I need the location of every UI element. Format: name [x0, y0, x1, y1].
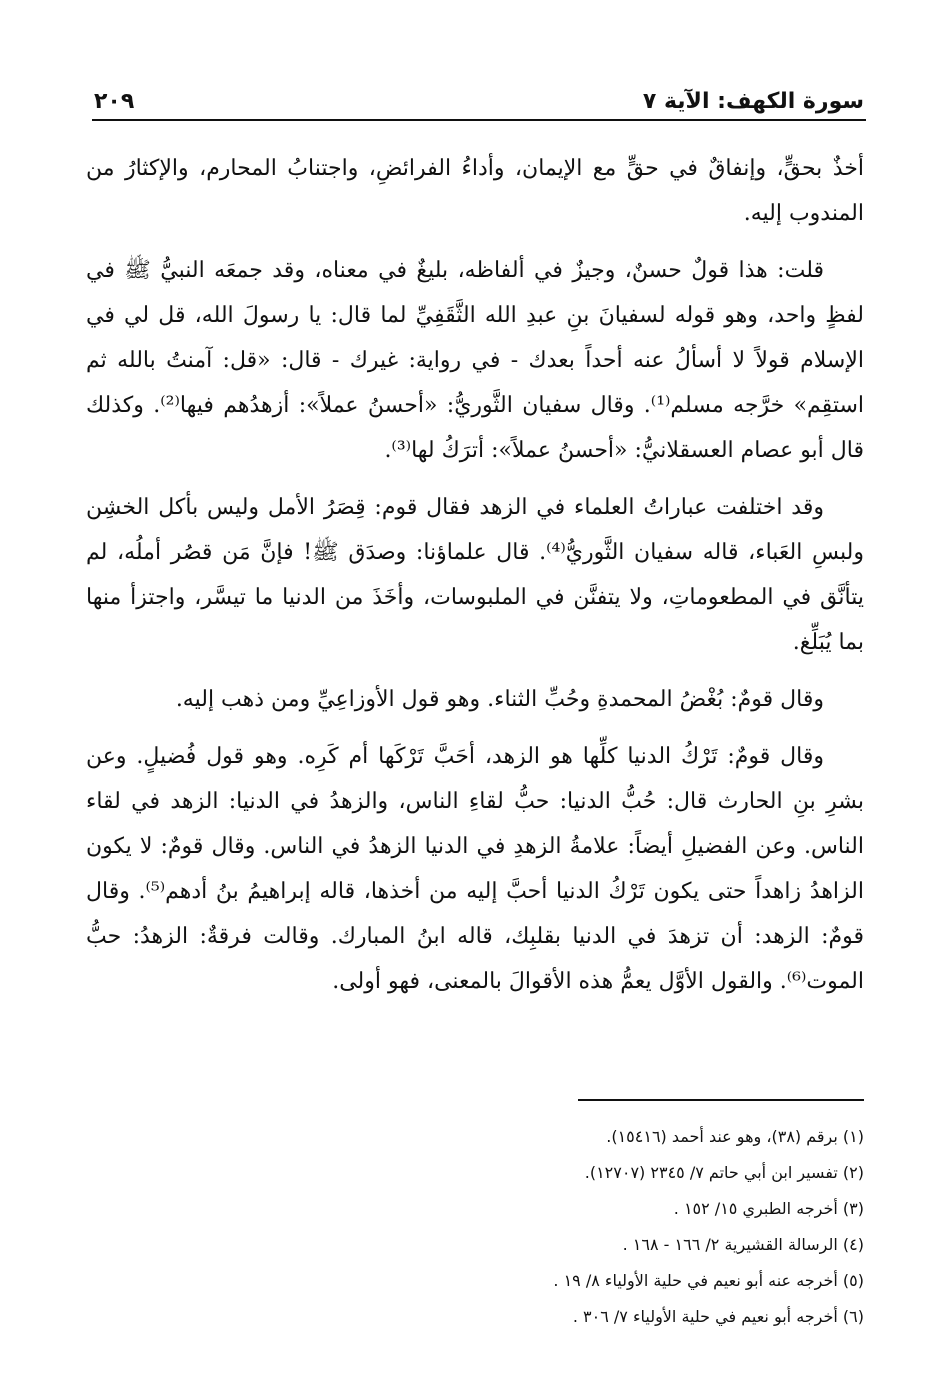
- page-number: ٢٠٩: [94, 89, 135, 114]
- footnotes: [90, 1119, 864, 1335]
- footnote-1: (١) برقم (٣٨)، وهو عند أحمد (١٥٤١٦).: [606, 1127, 864, 1146]
- footnote-rule: [578, 1099, 864, 1101]
- paragraph-2: قلت: هذا قولٌ حسنٌ، وجيزٌ في ألفاظه، بليغٌ في معناه، وقد جمعَه النبيُّ ﷺ في لفظٍ واحد، وهو قوله لسفيانَ بنِ عبدِ الله الثَّقَفِيِّ لما قال: يا رسولَ الله، قل لي في الإسلام قولاً لا أسألُ عنه أحداً بعدك - في رواية: غيرك - قال: «قل: آمنتُ بالله ثم استقِم» خرَّجه مسلم⁽¹⁾. وقال سفيان الثَّوريُّ: «أحسنُ عملاً»: أزهدُهم فيها⁽²⁾. وكذلك قال أبو عصام العسقلانيُّ: «أحسنُ عملاً»: أترَكُ لها⁽³⁾.: [86, 258, 864, 463]
- page-header: [94, 74, 864, 114]
- paragraph-4: وقال قومٌ: بُغْضُ المحمدةِ وحُبِّ الثناء. وهو قول الأوزاعِيِّ ومن ذهب إليه.: [175, 687, 824, 712]
- paragraph-1: أخذٌ بحقٍّ، وإنفاقٌ في حقٍّ مع الإيمان، وأداءُ الفرائضِ، واجتنابُ المحارم، والإكثارُ من المندوب إليه.: [86, 156, 864, 226]
- footnote-3: (٣) أخرجه الطبري ١٥/ ١٥٢ .: [673, 1199, 864, 1218]
- footnote-5: (٥) أخرجه عنه أبو نعيم في حلية الأولياء ٨/ ١٩ .: [553, 1271, 864, 1290]
- paragraph-5: وقال قومٌ: تَرْكُ الدنيا كلِّها هو الزهد، أحَبَّ تَرْكَها أم كَرِه. وهو قول فُضيلٍ. وعن بشرِ بنِ الحارث قال: حُبُّ الدنيا: حبُّ لقاءِ الناس، والزهدُ في الدنيا: الزهد في لقاء الناس. وعن الفضيلِ أيضاً: علامةُ الزهدِ في الدنيا الزهدُ في الناس. وقال قومٌ: لا يكون الزاهدُ زاهداً حتى يكون تَرْكُ الدنيا أحبَّ إليه من أخذها، قاله إبراهيمُ بنُ أدهم⁽⁵⁾. وقال قومٌ: الزهد: أن تزهدَ في الدنيا بقلبِك، قاله ابنُ المبارك. وقالت فرقةٌ: الزهدُ: حبُّ الموت⁽⁶⁾. والقول الأوَّل يعمُّ هذه الأقوالَ بالمعنى، فهو أولى.: [86, 744, 864, 994]
- main-text: [86, 146, 864, 1016]
- running-title: سورة الكهف: الآية ٧: [642, 89, 864, 114]
- footnote-2: (٢) تفسير ابن أبي حاتم ٧/ ٢٣٤٥ (١٢٧٠٧).: [584, 1163, 864, 1182]
- header-rule: [92, 119, 866, 121]
- footnote-4: (٤) الرسالة القشيرية ٢/ ١٦٦ - ١٦٨ .: [622, 1235, 864, 1254]
- paragraph-3: وقد اختلفت عباراتُ العلماء في الزهد فقال قوم: قِصَرُ الأمل وليس بأكل الخشِن ولبسِ العَباء، قاله سفيان الثَّوريُّ⁽⁴⁾. قال علماؤنا: وصدَق ﷺ! فإنَّ مَن قصُر أملُه، لم يتأنَّق في المطعوماتِ، ولا يتفنَّن في الملبوسات، وأخَذَ من الدنيا ما تيسَّر، واجتزأ منها بما يُبَلِّغ.: [86, 495, 865, 655]
- footnote-6: (٦) أخرجه أبو نعيم في حلية الأولياء ٧/ ٣٠٦ .: [572, 1307, 864, 1326]
